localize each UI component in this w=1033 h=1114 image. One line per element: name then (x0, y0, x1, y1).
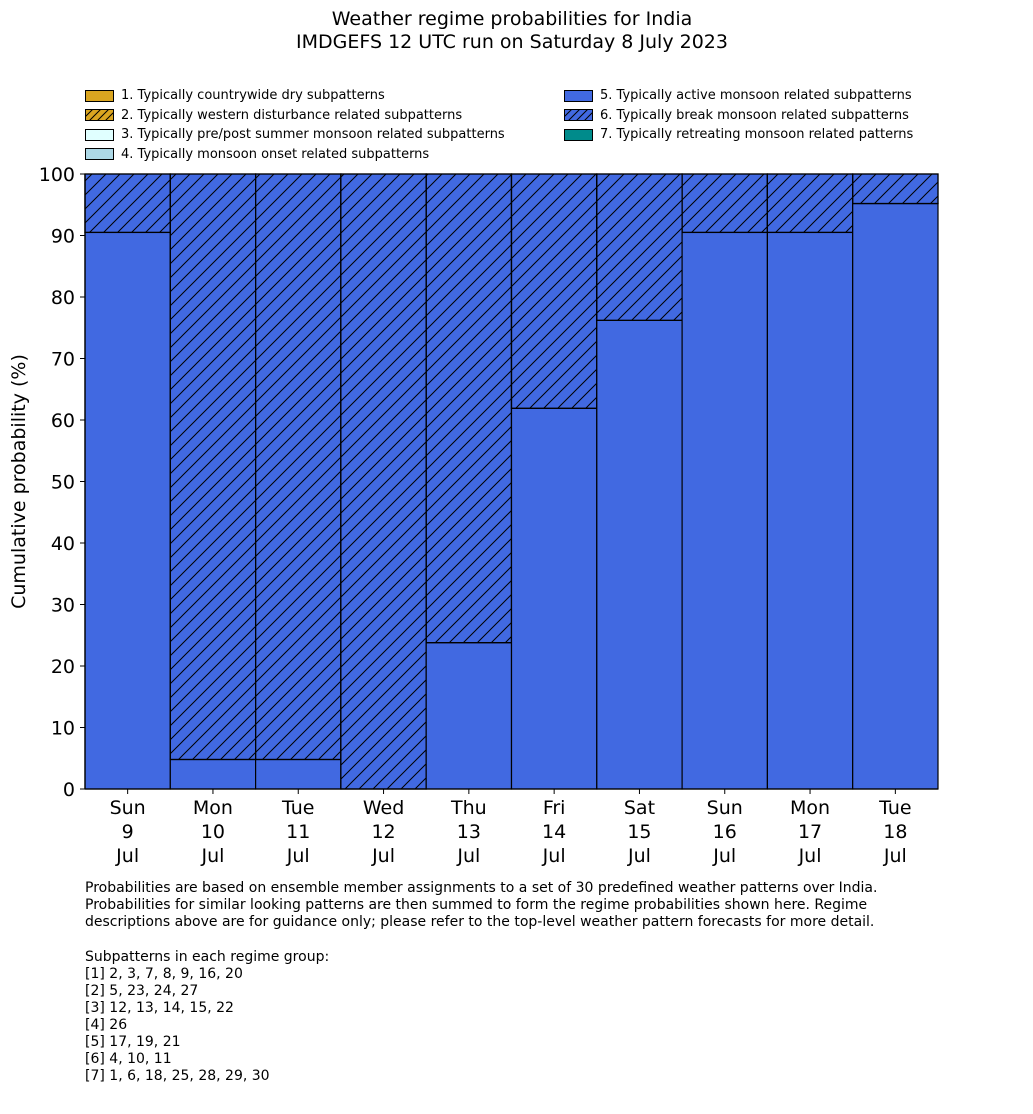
x-tick-label-5-1: Thu (450, 797, 487, 819)
x-tick-label-2-2: 10 (200, 821, 226, 843)
group-line-5: [5] 17, 19, 21 (85, 1034, 181, 1050)
chart-title-line-2: IMDGEFS 12 UTC run on Saturday 8 July 2023 (296, 31, 728, 53)
y-tick-label-90: 90 (50, 225, 75, 248)
legend-label-4: 4. Typically monsoon onset related subpatterns (121, 146, 430, 162)
x-tick-label-5-3: Jul (457, 845, 481, 867)
y-tick-label-20: 20 (50, 656, 75, 678)
x-tick-label-6-2: 14 (542, 821, 567, 843)
y-tick-label-50: 50 (50, 471, 75, 494)
bar-3-series-5 (256, 759, 341, 789)
bar-10-series-6-hatch (853, 174, 938, 204)
bar-8-series-6-hatch (682, 174, 767, 232)
x-tick-label-4-1: Wed (362, 797, 405, 819)
bars-group (85, 174, 938, 789)
x-tick-label-1-1: Sun (109, 797, 146, 819)
x-tick-label-8-2: 16 (712, 821, 737, 843)
bar-1-series-6-hatch (85, 174, 170, 232)
bar-7-series-6-hatch (597, 174, 682, 320)
x-tick-label-9-2: 17 (797, 821, 823, 843)
x-tick-label-4-3: Jul (372, 845, 396, 867)
bar-5-series-5 (426, 643, 511, 789)
chart-title-line-1: Weather regime probabilities for India (331, 8, 693, 30)
y-tick-label-60: 60 (50, 410, 75, 432)
x-tick-label-8-3: Jul (713, 845, 737, 867)
note-line-3: descriptions above are for guidance only; please refer to the top-level weather pattern forecasts for more detail. (85, 914, 875, 930)
legend-label-6: 6. Typically break monsoon related subpatterns (600, 107, 909, 123)
y-tick-label-40: 40 (50, 533, 75, 555)
group-line-7: [7] 1, 6, 18, 25, 28, 29, 30 (85, 1068, 270, 1084)
y-tick-label-0: 0 (62, 779, 75, 801)
legend-label-2: 2. Typically western disturbance related subpatterns (121, 107, 463, 123)
group-line-1: [1] 2, 3, 7, 8, 9, 16, 20 (85, 966, 243, 982)
y-tick-label-30: 30 (50, 594, 75, 617)
x-tick-label-3-3: Jul (286, 845, 310, 867)
x-tick-label-10-3: Jul (883, 845, 907, 867)
x-tick-label-5-2: 13 (456, 821, 481, 843)
group-line-2: [2] 5, 23, 24, 27 (85, 983, 199, 999)
x-tick-label-1-2: 9 (121, 821, 134, 843)
y-tick-label-70: 70 (50, 348, 75, 371)
x-tick-label-7-3: Jul (627, 845, 651, 867)
y-axis-label: Cumulative probability (%) (8, 354, 30, 609)
note-line-1: Probabilities are based on ensemble member assignments to a set of 30 predefined weather patterns over India. (85, 880, 878, 896)
x-tick-label-2-1: Mon (192, 797, 233, 819)
x-tick-label-10-1: Tue (879, 797, 912, 819)
x-tick-label-7-2: 15 (627, 821, 652, 843)
x-tick-label-10-2: 18 (883, 821, 908, 843)
x-tick-label-7-1: Sat (623, 797, 656, 819)
y-tick-label-100: 100 (38, 164, 75, 186)
x-tick-label-1-3: Jul (116, 845, 140, 867)
notes (85, 880, 877, 931)
group-line-3: [3] 12, 13, 14, 15, 22 (85, 1000, 234, 1016)
note-line-2: Probabilities for similar looking patterns are then summed to form the regime probabilities shown here. Regime (85, 897, 868, 913)
bar-4-series-6-hatch (341, 174, 426, 789)
x-tick-label-3-2: 11 (286, 821, 311, 843)
x-tick-label-9-3: Jul (798, 845, 822, 867)
x-tick-label-3-1: Tue (282, 797, 315, 819)
bar-9-series-6-hatch (767, 174, 852, 232)
bar-8-series-5 (682, 232, 767, 789)
bar-1-series-5 (85, 232, 170, 789)
bar-6-series-6-hatch (512, 174, 597, 408)
bar-3-series-6-hatch (256, 174, 341, 759)
x-tick-label-6-1: Fri (542, 797, 566, 819)
bar-2-series-5 (170, 759, 255, 789)
bar-9-series-5 (767, 232, 852, 789)
x-tick-label-8-1: Sun (706, 797, 743, 819)
legend-label-5: 5. Typically active monsoon related subpatterns (600, 88, 912, 104)
x-tick-label-9-1: Mon (790, 797, 831, 819)
bar-5-series-6-hatch (426, 174, 511, 643)
legend-label-1: 1. Typically countrywide dry subpatterns (121, 88, 385, 104)
legend-label-7: 7. Typically retreating monsoon related patterns (600, 127, 914, 143)
group-line-6: [6] 4, 10, 11 (85, 1051, 172, 1067)
legend-label-3: 3. Typically pre/post summer monsoon related subpatterns (121, 127, 505, 143)
x-tick-label-6-3: Jul (542, 845, 566, 867)
group-line-4: [4] 26 (85, 1017, 128, 1033)
bar-6-series-5 (512, 408, 597, 789)
groups-title: Subpatterns in each regime group: (85, 949, 330, 965)
bar-7-series-5 (597, 320, 682, 789)
bar-10-series-5 (853, 204, 938, 789)
regime-groups (85, 949, 329, 1085)
x-tick-label-4-2: 12 (371, 821, 396, 843)
x-tick-label-2-3: Jul (201, 845, 225, 867)
y-tick-label-10: 10 (50, 717, 75, 740)
bar-2-series-6-hatch (170, 174, 255, 759)
y-tick-label-80: 80 (50, 287, 75, 309)
